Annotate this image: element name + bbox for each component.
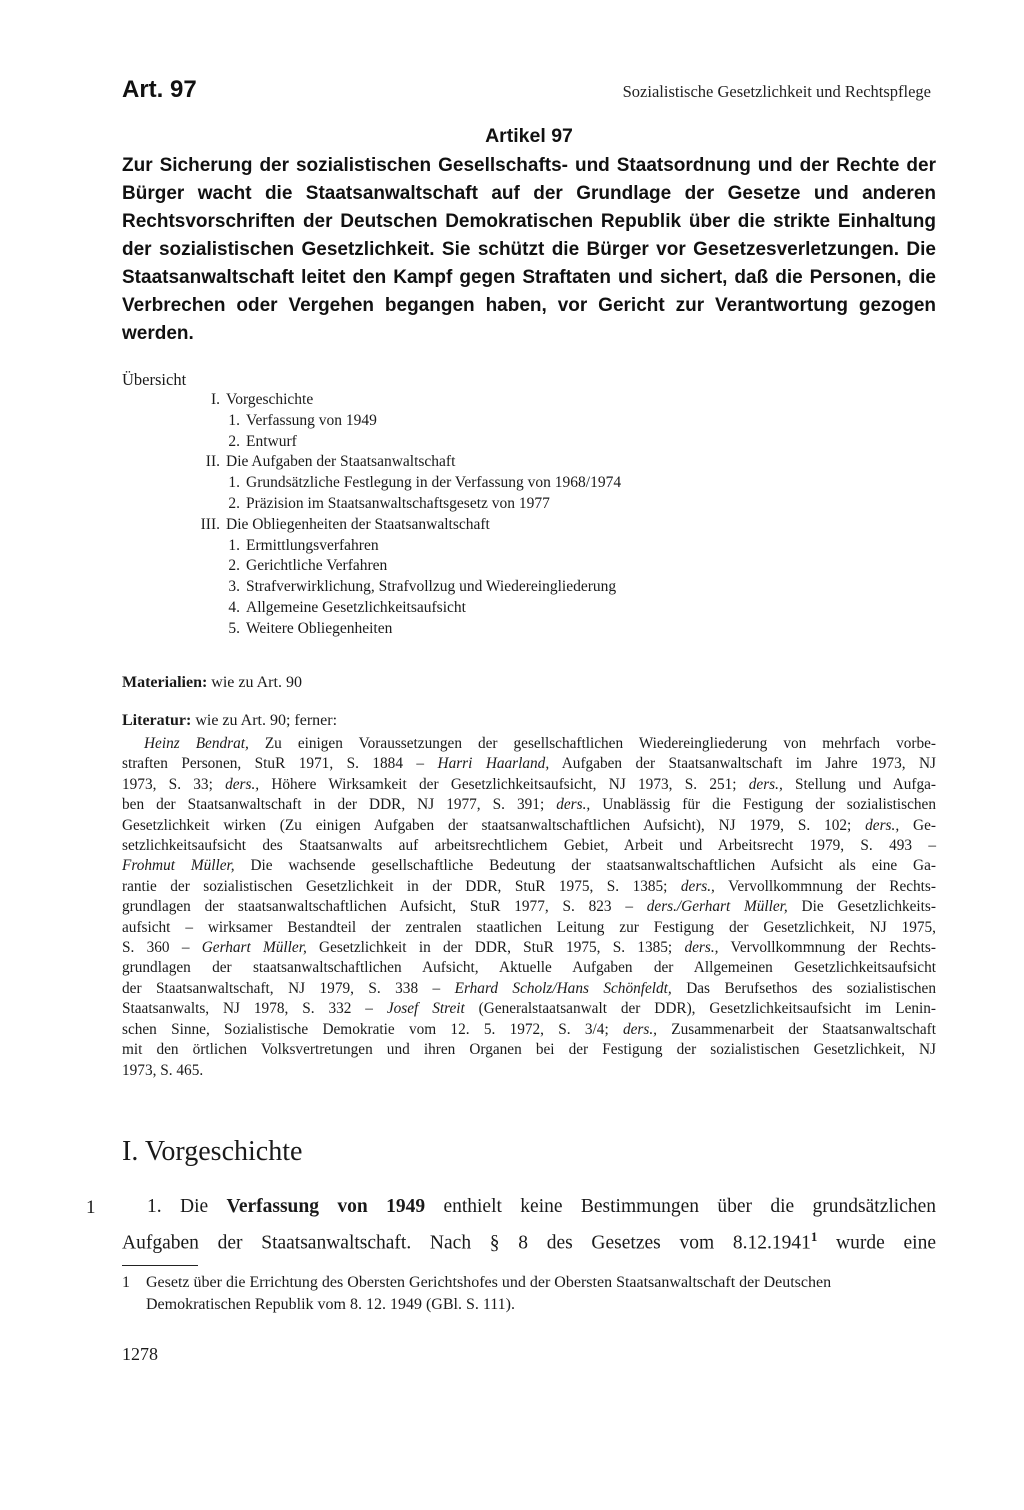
reference-text: Die Gesetzlichkeits-: [787, 898, 936, 916]
literature-line: [122, 775, 936, 795]
literature-line: [122, 816, 936, 836]
article-heading: Artikel 97: [485, 125, 573, 147]
literature-line: [122, 836, 936, 856]
materials-label: Materialien:: [122, 674, 208, 691]
toc-section-number: I.: [210, 391, 220, 408]
literature-line: [122, 712, 337, 730]
toc-item: [122, 494, 621, 515]
footnote-reference: 1: [810, 1229, 818, 1244]
reference-text: Vervollkommnung der Rechts-: [718, 939, 936, 957]
running-header-title: Sozialistische Gesetzlichkeit und Rechtspflege: [622, 82, 931, 101]
toc-section: [122, 452, 621, 473]
author-name: Harri Haarland,: [437, 755, 550, 773]
article-block: [122, 122, 936, 348]
toc-item-title: Grundsätzliche Festlegung in der Verfassung von 1968/1974: [246, 474, 622, 492]
reference-text: setzlichkeitsaufsicht des Staatsanwalts auf arbeitsrechtlichem Gebiet, Arbeit und Arbeitsrecht 1979, S. 493 –: [122, 837, 936, 855]
reference-text: Gesetzlichkeit in der DDR, StuR 1975, S. 1385;: [306, 939, 685, 957]
toc-item: [122, 536, 621, 557]
body-text-segment: enthielt keine Bestimmungen über die grundsätzlichen: [425, 1196, 937, 1217]
literature-line: [122, 795, 936, 815]
literature-line: [122, 918, 936, 938]
literature-line: [122, 999, 936, 1019]
footnote-number: 1: [122, 1274, 130, 1291]
toc-item: [122, 432, 621, 453]
toc-item: [122, 473, 621, 494]
toc-item-number: 1.: [228, 411, 240, 429]
author-name: ders.,: [684, 939, 719, 957]
toc-item-title: Entwurf: [246, 432, 297, 450]
page-number: 1278: [122, 1344, 158, 1364]
toc-section: [122, 390, 621, 411]
reference-text: Zusammenarbeit der Staatsanwaltschaft: [656, 1020, 936, 1038]
author-name: Frohmut Müller,: [122, 857, 235, 875]
toc-item: [122, 598, 621, 619]
overview-label: Übersicht: [122, 370, 187, 389]
materials-text: wie zu Art. 90: [207, 674, 302, 691]
reference-text: Staatsanwalts, NJ 1978, S. 332 –: [122, 1000, 387, 1018]
reference-text: 1973, S. 33;: [122, 775, 226, 793]
reference-text: S. 360 –: [122, 939, 202, 957]
running-header-article: Art. 97: [122, 76, 197, 103]
author-name: ders.,: [225, 775, 260, 793]
body-text-segment: Aufgaben der Staatsanwaltschaft. Nach § 8 des Gesetzes vom 8.12.1941: [122, 1232, 811, 1254]
toc-section-title: Die Obliegenheiten der Staatsanwaltschaft: [226, 515, 490, 533]
author-name: Gerhart Müller,: [201, 939, 307, 957]
reference-text: schen Sinne, Sozialistische Demokratie vom 12. 5. 1972, S. 3/4;: [122, 1020, 623, 1038]
toc-item-title: Strafverwirklichung, Strafvollzug und Wiedereingliederung: [246, 578, 617, 596]
table-of-contents: [122, 390, 621, 640]
literature-intro: wie zu Art. 90; ferner:: [191, 712, 338, 729]
toc-item-title: Präzision im Staatsanwaltschaftsgesetz von 1977: [246, 494, 550, 512]
article-text: Zur Sicherung der sozialistischen Gesellschafts- und Staatsordnung und der Rechte der Bürger wacht die Staatsanwaltschaft auf der Grundlage der Gesetze und anderen Rechtsvorschriften der Deutschen Demokratischen Republik über die strikte Einhaltung der sozialistischen Gesetzlichkeit. Sie schützt die Bürger vor Gesetzesverletzungen. Die Staatsanwaltschaft leitet den Kampf gegen Straftaten und sichert, daß die Personen, die Verbrechen oder Vergehen begangen haben, vor Gericht zur Verantwortung gezogen werden.: [122, 155, 936, 344]
author-name: ders./Gerhart Müller,: [646, 898, 788, 916]
reference-text: der Staatsanwaltschaft, NJ 1979, S. 338 –: [122, 979, 455, 997]
toc-section-title: Vorgeschichte: [226, 391, 314, 408]
reference-text: Das Berufsethos des sozialistischen: [671, 979, 936, 997]
body-line: [122, 1222, 936, 1259]
toc-item-number: 1.: [228, 474, 240, 492]
footnote: [122, 1272, 936, 1316]
reference-text: Aufgaben der Staatsanwaltschaft im Jahre 1973, NJ: [549, 755, 936, 773]
author-name: ders.,: [680, 877, 715, 895]
materials-line: [122, 674, 302, 692]
reference-text: Zu einigen Voraussetzungen der gesellschaftlichen Wiedereingliederung von mehrfach vorbe-: [248, 735, 936, 752]
reference-text: mit den örtlichen Volksvertretungen und ihren Organen bei der Festigung der sozialistischen Gesetzlichkeit, NJ: [122, 1041, 936, 1059]
author-name: ders.,: [622, 1020, 657, 1038]
toc-item-number: 4.: [228, 598, 240, 616]
reference-text: grundlagen der staatsanwaltschaftlichen Aufsicht, StuR 1977, S. 823 –: [122, 898, 647, 916]
literature-label: Literatur:: [122, 712, 192, 729]
reference-text: Gesetzlichkeit wirken (Zu einigen Aufgaben der staatsanwaltschaftlichen Aufsicht), NJ 1979, S. 102;: [122, 816, 866, 834]
literature-references: [122, 734, 936, 1081]
author-name: ders.,: [748, 775, 783, 793]
literature-line: [122, 856, 936, 876]
toc-item-title: Verfassung von 1949: [246, 411, 377, 429]
literature-line: [122, 958, 936, 978]
author-name: ders.,: [865, 816, 900, 834]
author-name: Heinz Bendrat,: [144, 735, 249, 752]
reference-text: Die wachsende gesellschaftliche Bedeutung der staatsanwaltschaftlichen Aufsicht als eine Ga-: [234, 857, 936, 875]
reference-text: Ge-: [899, 816, 936, 834]
toc-item: [122, 577, 621, 598]
toc-section: [122, 515, 621, 536]
literature-line: [122, 897, 936, 917]
toc-item-title: Allgemeine Gesetzlichkeitsaufsicht: [246, 598, 466, 616]
reference-text: grundlagen der staatsanwaltschaftlichen Aufsicht, Aktuelle Aufgaben der Allgemeinen Gesetzlichkeitsaufsicht: [122, 959, 936, 977]
toc-item-number: 2.: [228, 494, 240, 512]
reference-text: rantie der sozialistischen Gesetzlichkeit in der DDR, StuR 1975, S. 1385;: [122, 877, 681, 895]
literature-line: [122, 1020, 936, 1040]
reference-text: Unablässig für die Festigung der sozialistischen: [590, 796, 936, 814]
reference-text: ben der Staatsanwaltschaft in der DDR, NJ 1977, S. 391;: [122, 796, 557, 814]
toc-item: [122, 619, 621, 640]
literature-line: [122, 938, 936, 958]
toc-item-title: Weitere Obliegenheiten: [246, 619, 393, 637]
footnote-text: Gesetz über die Errichtung des Obersten Gerichtshofes und der Obersten Staatsanwaltschaft der Deutschen Demokratischen Republik vom 8. 12. 1949 (GBl. S. 111).: [146, 1274, 832, 1313]
literature-line: [122, 877, 936, 897]
reference-text: Stellung und Aufga-: [782, 775, 936, 793]
section-title: I. Vorgeschichte: [122, 1136, 303, 1167]
toc-item-number: 2.: [228, 557, 240, 575]
body-text-segment: wurde eine: [817, 1232, 936, 1254]
toc-item: [122, 556, 621, 577]
author-name: Erhard Scholz/Hans Schönfeldt,: [454, 979, 672, 997]
toc-item-number: 2.: [228, 432, 240, 450]
literature-line: [122, 1040, 936, 1060]
toc-section-number: II.: [205, 453, 220, 471]
emphasis-text: Verfassung von 1949: [226, 1196, 426, 1217]
reference-text: aufsicht – wirksamer Bestandteil der zentralen staatlichen Leitung zur Festigung der Gesetzlichkeit, NJ 1975,: [122, 918, 936, 936]
literature-line: [122, 734, 936, 754]
author-name: Josef Streit: [386, 1000, 465, 1018]
toc-item-title: Gerichtliche Verfahren: [246, 557, 388, 575]
margin-number: 1: [86, 1197, 96, 1218]
literature-line: [122, 1061, 936, 1081]
literature-line: [122, 979, 936, 999]
toc-item-number: 1.: [228, 536, 240, 554]
author-name: ders.,: [556, 796, 591, 814]
reference-text: (Generalstaatsanwalt der DDR), Gesetzlichkeitsaufsicht im Lenin-: [464, 1000, 937, 1018]
reference-text: 1973, S. 465.: [122, 1061, 204, 1079]
literature-line: [122, 754, 936, 774]
toc-section-number: III.: [200, 515, 220, 533]
body-paragraph: [122, 1192, 936, 1259]
footnote-rule: [122, 1265, 198, 1266]
reference-text: Höhere Wirksamkeit der Gesetzlichkeitsaufsicht, NJ 1973, S. 251;: [259, 775, 749, 793]
toc-item-number: 3.: [228, 578, 240, 596]
toc-section-title: Die Aufgaben der Staatsanwaltschaft: [226, 453, 456, 471]
toc-item-title: Ermittlungsverfahren: [246, 536, 379, 554]
toc-item-number: 5.: [228, 619, 240, 637]
toc-item: [122, 411, 621, 432]
body-text-segment: 1. Die: [147, 1196, 227, 1217]
body-line: [122, 1192, 936, 1222]
reference-text: Vervollkommnung der Rechts-: [714, 877, 936, 895]
reference-text: straften Personen, StuR 1971, S. 1884 –: [122, 755, 438, 773]
